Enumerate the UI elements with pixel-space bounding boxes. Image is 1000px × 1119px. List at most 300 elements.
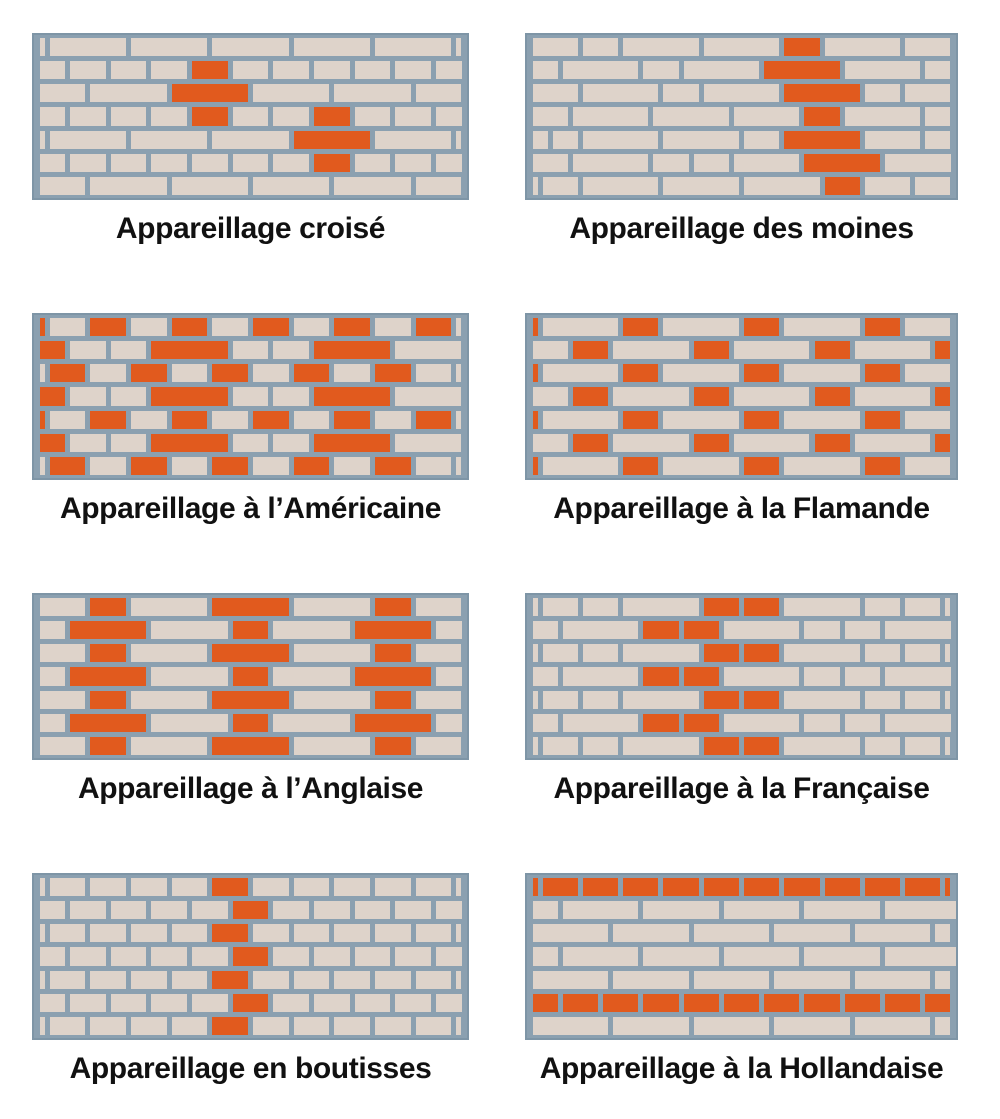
brick <box>613 924 689 942</box>
accent-brick <box>784 878 819 896</box>
brick <box>533 61 558 79</box>
brick <box>456 457 461 475</box>
accent-brick <box>865 411 900 429</box>
brick <box>613 434 689 452</box>
brick <box>131 131 207 149</box>
brick <box>543 691 578 709</box>
brick <box>734 154 800 172</box>
brick <box>40 364 45 382</box>
brick <box>663 84 698 102</box>
brick <box>111 154 147 172</box>
brick <box>694 154 729 172</box>
accent-brick <box>694 434 729 452</box>
brick <box>151 947 187 965</box>
brick <box>436 621 462 639</box>
brick <box>90 878 126 896</box>
brick <box>416 1017 452 1035</box>
brick <box>885 621 951 639</box>
accent-brick <box>784 38 819 56</box>
accent-brick <box>583 878 618 896</box>
accent-brick <box>212 644 288 662</box>
brick <box>172 878 208 896</box>
brick <box>253 457 289 475</box>
brick <box>416 598 462 616</box>
brick <box>375 878 411 896</box>
brick <box>653 154 688 172</box>
brick <box>845 621 880 639</box>
brick <box>774 1017 850 1035</box>
accent-brick <box>573 341 608 359</box>
brick <box>456 971 461 989</box>
brick <box>563 667 639 685</box>
brick <box>395 61 431 79</box>
accent-brick <box>573 387 608 405</box>
brick <box>233 387 269 405</box>
brick <box>314 947 350 965</box>
accent-brick <box>40 411 45 429</box>
accent-brick <box>623 364 658 382</box>
brick <box>355 61 391 79</box>
brick <box>905 318 950 336</box>
panel-boutisses <box>32 873 469 1119</box>
brick <box>70 434 106 452</box>
brick <box>784 644 860 662</box>
brick <box>334 878 370 896</box>
brick <box>151 901 187 919</box>
brick <box>233 434 269 452</box>
brick <box>456 131 461 149</box>
brick <box>151 667 227 685</box>
accent-brick <box>375 737 411 755</box>
brick <box>935 1017 950 1035</box>
brick <box>253 84 329 102</box>
brick <box>273 61 309 79</box>
accent-brick <box>90 644 126 662</box>
brick <box>334 971 370 989</box>
accent-brick <box>314 434 390 452</box>
brick <box>865 598 900 616</box>
brick <box>395 341 461 359</box>
accent-brick <box>212 691 288 709</box>
accent-brick <box>744 691 779 709</box>
brick <box>533 598 538 616</box>
brick <box>50 318 86 336</box>
brick <box>543 457 619 475</box>
brick <box>543 177 578 195</box>
brick <box>40 107 66 125</box>
accent-brick <box>314 107 350 125</box>
brick <box>111 901 147 919</box>
accent-brick <box>784 131 860 149</box>
brick <box>905 411 950 429</box>
brick <box>40 598 86 616</box>
brick <box>375 131 451 149</box>
brick <box>131 38 207 56</box>
brick <box>70 901 106 919</box>
accent-brick <box>684 994 719 1012</box>
brick <box>533 714 558 732</box>
brick <box>784 318 860 336</box>
accent-brick <box>151 341 227 359</box>
brick <box>40 131 45 149</box>
brick <box>416 971 452 989</box>
brick <box>784 691 860 709</box>
accent-brick <box>804 107 839 125</box>
brick <box>623 737 699 755</box>
brick <box>804 947 880 965</box>
brick <box>90 177 166 195</box>
brick <box>334 457 370 475</box>
brick <box>935 971 950 989</box>
brick <box>543 411 619 429</box>
brick <box>945 598 950 616</box>
brick <box>294 924 330 942</box>
brick <box>804 901 880 919</box>
accent-brick <box>764 994 799 1012</box>
brick <box>623 691 699 709</box>
brick <box>172 971 208 989</box>
brick <box>70 61 106 79</box>
accent-brick <box>314 387 390 405</box>
brick <box>50 411 86 429</box>
accent-brick <box>744 457 779 475</box>
caption-americaine: Appareillage à l’Américaine <box>59 492 442 525</box>
brick <box>90 924 126 942</box>
accent-brick <box>704 598 739 616</box>
brick <box>774 971 850 989</box>
brick <box>294 971 330 989</box>
brick <box>456 878 461 896</box>
brick <box>543 737 578 755</box>
brick <box>734 387 810 405</box>
brick <box>416 364 452 382</box>
panel-moines <box>525 33 958 313</box>
brick <box>543 364 619 382</box>
brick <box>416 457 452 475</box>
brick <box>355 107 391 125</box>
brick <box>355 947 391 965</box>
accent-brick <box>294 364 330 382</box>
brick <box>436 61 462 79</box>
brick <box>905 598 940 616</box>
accent-brick <box>90 691 126 709</box>
brick <box>533 387 568 405</box>
accent-brick <box>314 154 350 172</box>
brick <box>131 878 167 896</box>
brick <box>90 457 126 475</box>
accent-brick <box>623 411 658 429</box>
brick <box>416 737 462 755</box>
brick <box>684 61 760 79</box>
brick <box>456 318 461 336</box>
accent-brick <box>643 621 678 639</box>
brick <box>212 131 288 149</box>
brick <box>744 131 779 149</box>
accent-brick <box>375 644 411 662</box>
accent-brick <box>533 318 538 336</box>
brick <box>40 691 86 709</box>
accent-brick <box>416 411 452 429</box>
wall-francaise <box>525 593 958 760</box>
accent-brick <box>212 924 248 942</box>
brick <box>395 107 431 125</box>
brick <box>192 901 228 919</box>
accent-brick <box>935 434 950 452</box>
brick <box>663 364 739 382</box>
brick <box>804 667 839 685</box>
wall-moines <box>525 33 958 200</box>
accent-brick <box>694 341 729 359</box>
accent-brick <box>573 434 608 452</box>
brick <box>945 644 950 662</box>
brick <box>704 84 780 102</box>
wall-anglaise <box>32 593 469 760</box>
panel-francaise <box>525 593 958 873</box>
brick <box>563 714 639 732</box>
accent-brick <box>935 387 950 405</box>
brick <box>885 901 958 919</box>
brick <box>395 947 431 965</box>
accent-brick <box>172 411 208 429</box>
accent-brick <box>294 131 370 149</box>
accent-brick <box>684 667 719 685</box>
brick <box>375 411 411 429</box>
brick <box>416 878 452 896</box>
accent-brick <box>192 61 228 79</box>
brick <box>375 971 411 989</box>
accent-brick <box>253 318 289 336</box>
brick <box>212 411 248 429</box>
accent-brick <box>865 457 900 475</box>
brick <box>355 901 391 919</box>
brick <box>533 737 538 755</box>
brick <box>533 107 568 125</box>
brick <box>583 131 659 149</box>
brick <box>845 667 880 685</box>
brick <box>905 457 950 475</box>
brick <box>90 971 126 989</box>
panel-anglaise <box>32 593 469 873</box>
brick <box>865 177 910 195</box>
brick <box>784 411 860 429</box>
brick <box>294 878 330 896</box>
brick <box>563 947 639 965</box>
brick <box>436 667 462 685</box>
brick <box>111 947 147 965</box>
brick <box>533 177 538 195</box>
accent-brick <box>744 411 779 429</box>
brick <box>643 61 678 79</box>
accent-brick <box>764 61 840 79</box>
brick <box>70 107 106 125</box>
brick <box>151 714 227 732</box>
brick <box>945 737 950 755</box>
brick <box>151 994 187 1012</box>
accent-brick <box>355 714 431 732</box>
caption-anglaise: Appareillage à l’Anglaise <box>77 772 424 805</box>
accent-brick <box>70 621 146 639</box>
accent-brick <box>744 737 779 755</box>
brick <box>533 667 558 685</box>
brick <box>253 1017 289 1035</box>
brick <box>131 737 207 755</box>
brick <box>663 131 739 149</box>
brick <box>663 318 739 336</box>
brick <box>724 621 800 639</box>
brick <box>70 154 106 172</box>
accent-brick <box>334 411 370 429</box>
brick <box>294 411 330 429</box>
accent-brick <box>533 994 558 1012</box>
brick <box>573 107 649 125</box>
accent-brick <box>212 878 248 896</box>
brick <box>436 994 462 1012</box>
brick <box>172 364 208 382</box>
brick <box>774 924 850 942</box>
brick <box>855 971 931 989</box>
brick <box>40 878 45 896</box>
accent-brick <box>90 598 126 616</box>
brick <box>784 598 860 616</box>
brick <box>533 621 558 639</box>
brick <box>533 84 578 102</box>
brick <box>70 994 106 1012</box>
brick <box>694 971 770 989</box>
brick <box>724 667 800 685</box>
brick <box>395 387 461 405</box>
brick <box>416 924 452 942</box>
brick <box>613 341 689 359</box>
brick <box>50 38 126 56</box>
brick <box>111 434 147 452</box>
brick <box>253 971 289 989</box>
brick <box>375 38 451 56</box>
accent-brick <box>172 84 248 102</box>
brick <box>111 994 147 1012</box>
accent-brick <box>643 994 678 1012</box>
brick <box>375 924 411 942</box>
brick <box>40 924 45 942</box>
accent-brick <box>623 457 658 475</box>
brick <box>533 924 609 942</box>
brick <box>50 1017 86 1035</box>
brick <box>416 177 462 195</box>
brick <box>172 177 248 195</box>
brick <box>131 924 167 942</box>
brick <box>334 84 410 102</box>
brick <box>334 177 410 195</box>
wall-hollandaise <box>525 873 958 1040</box>
brick <box>334 1017 370 1035</box>
brick <box>855 341 931 359</box>
panel-americaine <box>32 313 469 593</box>
brick <box>804 621 839 639</box>
accent-brick <box>804 994 839 1012</box>
brick <box>40 714 66 732</box>
brick <box>533 971 609 989</box>
accent-brick <box>334 318 370 336</box>
brick <box>233 154 269 172</box>
brick <box>172 1017 208 1035</box>
brick <box>253 364 289 382</box>
brick <box>40 38 45 56</box>
accent-brick <box>375 598 411 616</box>
accent-brick <box>40 341 66 359</box>
brick <box>172 457 208 475</box>
brick <box>663 177 739 195</box>
brick <box>845 61 921 79</box>
brick <box>273 667 349 685</box>
brick <box>90 84 166 102</box>
brick <box>273 947 309 965</box>
brick <box>905 364 950 382</box>
accent-brick <box>825 177 860 195</box>
brick <box>334 364 370 382</box>
brick <box>724 901 800 919</box>
accent-brick <box>533 364 538 382</box>
brick <box>643 947 719 965</box>
accent-brick <box>865 364 900 382</box>
accent-brick <box>543 878 578 896</box>
brick <box>855 1017 931 1035</box>
brick <box>905 691 940 709</box>
accent-brick <box>865 878 900 896</box>
accent-brick <box>212 971 248 989</box>
brick <box>273 901 309 919</box>
brick <box>70 341 106 359</box>
accent-brick <box>355 667 431 685</box>
brick <box>40 737 86 755</box>
brick <box>583 691 618 709</box>
accent-brick <box>40 434 66 452</box>
brick <box>885 947 958 965</box>
brick <box>40 644 86 662</box>
brick <box>40 971 45 989</box>
brick <box>212 38 288 56</box>
brick <box>131 318 167 336</box>
accent-brick <box>50 364 86 382</box>
brick <box>40 61 66 79</box>
brick <box>70 947 106 965</box>
brick <box>563 621 639 639</box>
brick <box>314 901 350 919</box>
accent-brick <box>212 364 248 382</box>
brick <box>273 714 349 732</box>
accent-brick <box>643 667 678 685</box>
brick <box>151 621 227 639</box>
accent-brick <box>815 341 850 359</box>
accent-brick <box>845 994 880 1012</box>
brick <box>273 341 309 359</box>
accent-brick <box>233 621 269 639</box>
brick <box>456 411 461 429</box>
brick <box>623 598 699 616</box>
brick <box>533 947 558 965</box>
brick <box>294 38 370 56</box>
brick <box>416 84 462 102</box>
brick <box>533 644 538 662</box>
accent-brick <box>815 387 850 405</box>
brick <box>623 38 699 56</box>
brick <box>865 644 900 662</box>
brick <box>40 457 45 475</box>
accent-brick <box>925 994 950 1012</box>
brick <box>294 644 370 662</box>
brick <box>694 1017 770 1035</box>
accent-brick <box>643 714 678 732</box>
brick <box>131 1017 167 1035</box>
accent-brick <box>151 434 227 452</box>
